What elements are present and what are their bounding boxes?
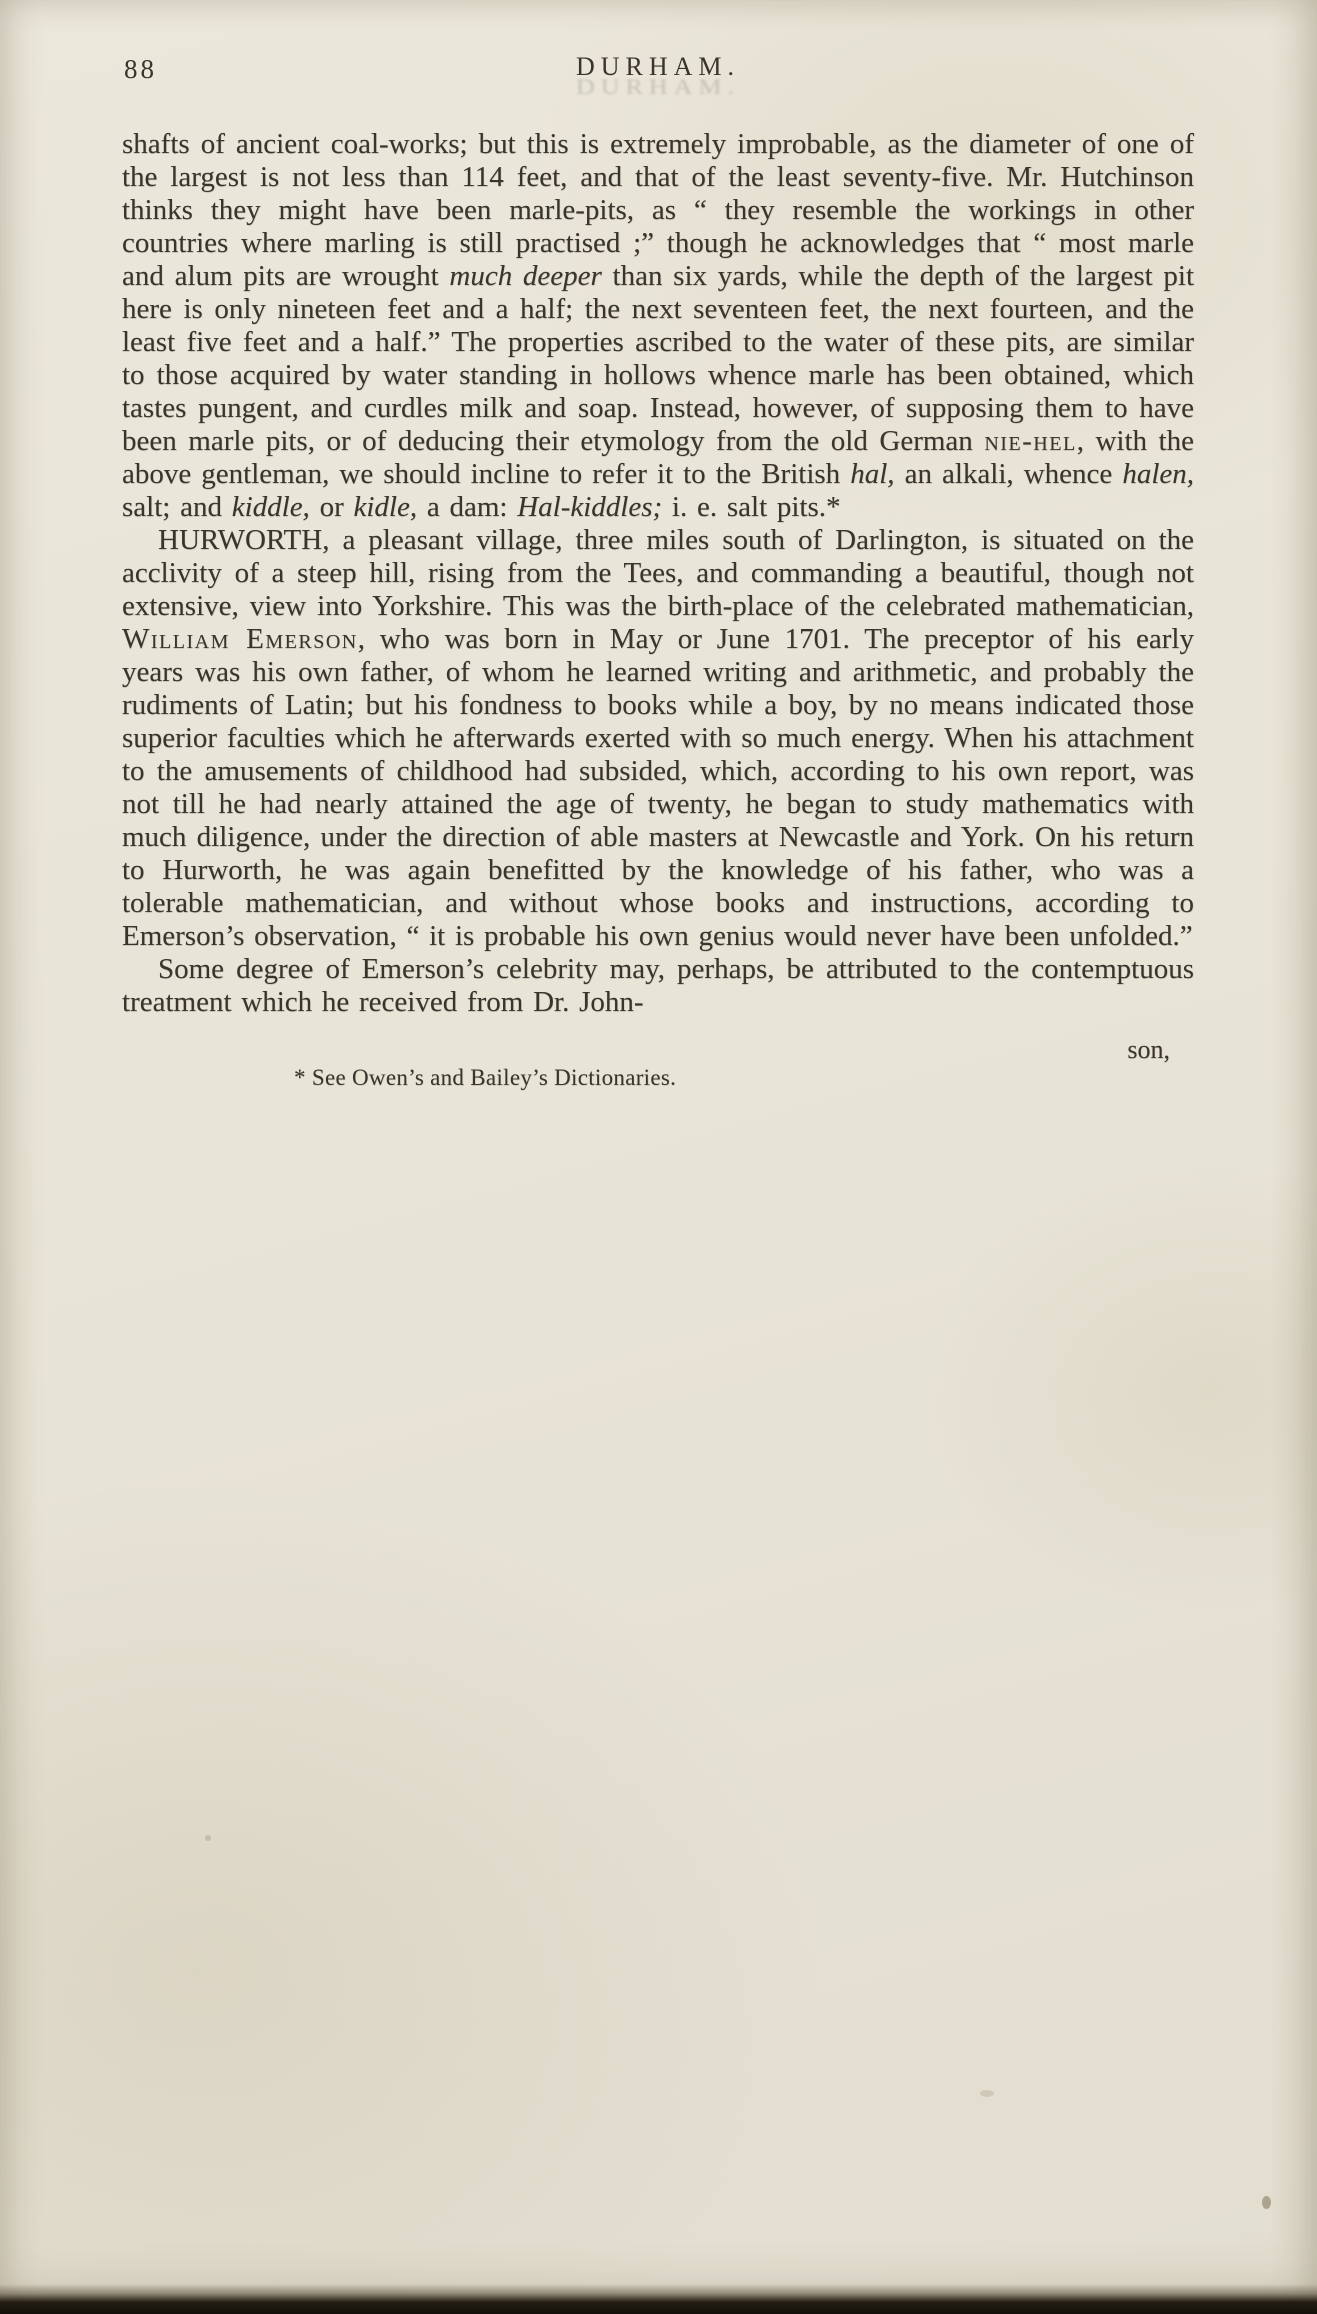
paper-speck bbox=[980, 2090, 994, 2097]
paper-speck bbox=[1262, 2196, 1271, 2209]
paragraph bbox=[122, 128, 1194, 524]
text-run-smallcaps: nie-hel bbox=[984, 425, 1077, 457]
page-content bbox=[122, 52, 1194, 1091]
page-header bbox=[122, 52, 1194, 99]
running-header: DURHAM. bbox=[575, 52, 741, 81]
text-run: shafts of ancient coal-works; but this is extremely improbable, as the diameter of one of the largest is not less than 114 feet, and that of the least seventy-five. Mr. Hutchinson thinks they might have been marle-pits, as “ they resemble the workings in other countries where marling is still practised ;” though he acknowledges that “ most marle and alum pits are wrought bbox=[122, 128, 1194, 292]
text-run: , who was born in May or June 1701. The preceptor of his early years was his own father, of whom he learned writing and arithmetic, and probably the rudiments of Latin; but his fondness to books while a boy, by no means indicated those superior faculties which he afterwards exerted with so much energy. When his attachment to the amusements of childhood had subsided, which, according to his own report, was not till he had nearly attained the age of twenty, he began to study mathematics with much diligence, under the direction of able masters at Newcastle and York. On his return to Hurworth, he was again benefitted by the knowledge of his father, who was a tolerable mathematician, and without whose books and instructions, according to Emerson’s observation, “ it is probable his own genius would never have been unfolded.” bbox=[122, 623, 1194, 952]
catchword: son, bbox=[1127, 1035, 1170, 1064]
body-text bbox=[122, 128, 1194, 1019]
text-run-italic: hal, bbox=[850, 458, 895, 490]
text-run-italic: kidle, bbox=[353, 491, 418, 523]
paragraph bbox=[122, 953, 1194, 1019]
text-run: a dam: bbox=[417, 491, 518, 523]
text-run-italic: Hal-kiddles; bbox=[517, 491, 663, 523]
text-run: HURWORTH, a pleasant village, three miles south of Darlington, is situated on the acclivity of a steep hill, rising from the Tees, and commanding a beautiful, though not extensive, view into Yorkshire. This was the birth-place of the celebrated mathematician, bbox=[122, 524, 1194, 622]
text-run: or bbox=[309, 491, 354, 523]
text-run: salt; and bbox=[122, 491, 232, 523]
text-run: i. e. salt pits.* bbox=[662, 491, 841, 523]
text-run-italic: much deeper bbox=[449, 260, 602, 292]
page-number: 88 bbox=[124, 54, 157, 84]
text-run-italic: kiddle, bbox=[231, 491, 310, 523]
text-run-italic: halen, bbox=[1122, 458, 1195, 490]
paragraph bbox=[122, 524, 1194, 953]
text-run: an alkali, whence bbox=[894, 458, 1123, 490]
text-run: , with the above gentleman, we should incline to refer it to the British bbox=[122, 425, 1194, 490]
text-run: Some degree of Emerson’s celebrity may, perhaps, be attributed to the contemptuous treatment which he received from Dr. John- bbox=[122, 953, 1194, 1018]
text-run: than six yards, while the depth of the largest pit here is only nineteen feet and a half; the next seventeen feet, the next fourteen, and the least five feet and a half.” The properties ascribed to the water of these pits, are similar to those acquired by water standing in hollows whence marle has been obtained, which tastes pungent, and curdles milk and soap. Instead, however, of supposing them to have been marle pits, or of deducing their etymology from the old German bbox=[122, 260, 1195, 457]
text-run-smallcaps: William Emerson bbox=[122, 623, 358, 655]
running-header-bleedthrough: DURHAM. bbox=[575, 74, 741, 99]
paper-speck bbox=[205, 1835, 211, 1841]
catchword-row bbox=[122, 1035, 1194, 1065]
footnote: * See Owen’s and Bailey’s Dictionaries. bbox=[294, 1065, 677, 1090]
scan-bottom-edge bbox=[0, 2284, 1317, 2314]
